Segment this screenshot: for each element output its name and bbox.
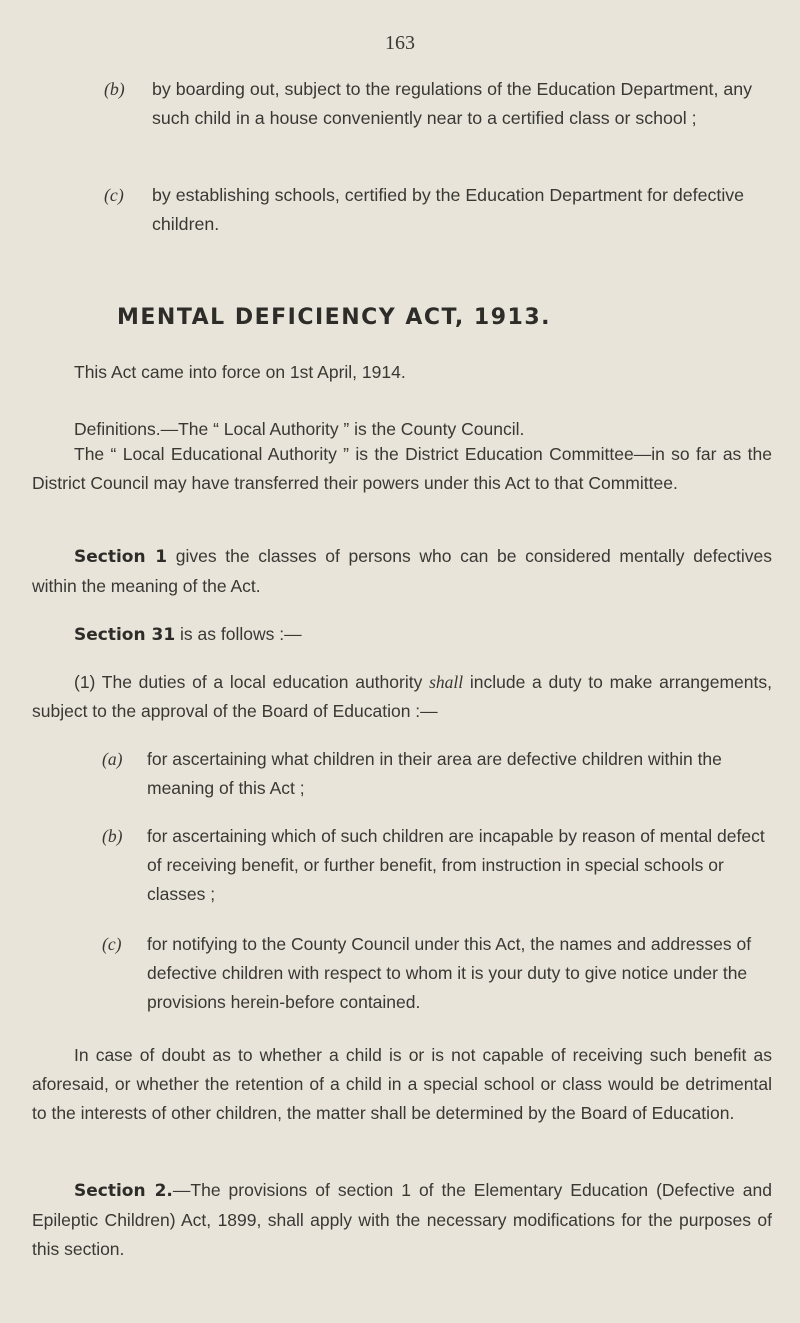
- paragraph-section-1: [32, 542, 772, 601]
- paragraph-section-31: [74, 620, 774, 650]
- list-item-c: [104, 181, 772, 239]
- duties-shall: shall: [429, 672, 464, 692]
- section-1-label: Section 1: [74, 547, 168, 567]
- sub-item-text: for ascertaining which of such children are incapable by reason of mental defect of receiving benefit, or further benefit, from instruction in special schools or classes ;: [147, 826, 765, 904]
- section-1-text: gives the classes of persons who can be considered mentally defectives within the meaning of the Act.: [32, 546, 772, 596]
- section-heading: MENTAL DEFICIENCY ACT, 1913.: [117, 305, 551, 330]
- sub-item-c: [102, 930, 770, 1017]
- sub-item-b: [102, 822, 770, 909]
- sub-item-label: (a): [102, 749, 123, 769]
- section-2-label: Section 2.: [74, 1181, 173, 1201]
- section-31-label: Section 31: [74, 625, 176, 645]
- duties-suffix: include a duty to make arrangements, subject to the approval of the Board of Education :—: [32, 672, 772, 721]
- paragraph-section-2: [32, 1176, 772, 1264]
- paragraph-definitions: Definitions.—The “ Local Authority ” is the County Council.: [74, 419, 525, 439]
- sub-item-label: (b): [102, 826, 123, 846]
- sub-item-text: for ascertaining what children in their area are defective children within the meaning of this Act ;: [147, 749, 722, 798]
- section-31-text: is as follows :—: [180, 624, 302, 644]
- duties-prefix: (1) The duties of a local education authority: [74, 672, 423, 692]
- sub-item-a: [102, 745, 770, 803]
- sub-item-label: (c): [102, 934, 122, 954]
- paragraph-duties: [32, 668, 772, 726]
- paragraph-doubt: In case of doubt as to whether a child is or is not capable of receiving such benefit as aforesaid, or whether the retention of a child in a special school or class would be detrimental to the interests of other children, the matter shall be determined by the Board of Education.: [32, 1045, 772, 1123]
- sub-item-text: for notifying to the County Council under this Act, the names and addresses of defective children with respect to whom it is your duty to give notice under the provisions herein-before contained.: [147, 934, 752, 1012]
- paragraph-in-force: This Act came into force on 1st April, 1914.: [74, 362, 406, 382]
- list-item-b: [104, 75, 772, 133]
- item-label: (c): [104, 185, 124, 205]
- paragraph-local-educational-authority: The “ Local Educational Authority ” is the District Education Committee—in so far as the District Council may have transferred their powers under this Act to that Committee.: [32, 444, 772, 493]
- item-text: by establishing schools, certified by the Education Department for defective children.: [152, 185, 745, 234]
- section-2-text: —The provisions of section 1 of the Elementary Education (Defective and Epileptic Children) Act, 1899, shall apply with the necessary modifications for the purposes of this section.: [32, 1180, 773, 1259]
- item-text: by boarding out, subject to the regulations of the Education Department, any such child in a house conveniently near to a certified class or school ;: [152, 79, 753, 128]
- page-number: 163: [385, 32, 415, 54]
- item-label: (b): [104, 79, 125, 99]
